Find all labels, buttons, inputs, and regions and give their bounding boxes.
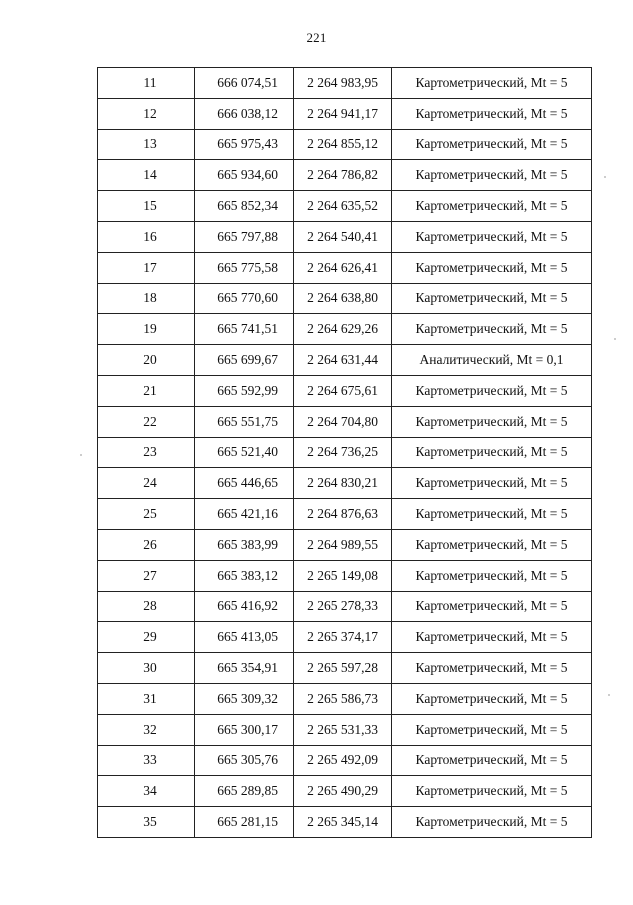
method-cell: Картометрический, Mt = 5 xyxy=(392,437,592,468)
y-coordinate-cell: 2 265 490,29 xyxy=(294,776,392,807)
point-number-cell: 18 xyxy=(98,283,195,314)
table-row xyxy=(98,714,592,745)
x-coordinate-cell: 665 309,32 xyxy=(195,683,294,714)
method-cell: Картометрический, Mt = 5 xyxy=(392,776,592,807)
table-row xyxy=(98,529,592,560)
y-coordinate-cell: 2 264 736,25 xyxy=(294,437,392,468)
x-coordinate-cell: 665 852,34 xyxy=(195,191,294,222)
table-row xyxy=(98,283,592,314)
point-number-cell: 34 xyxy=(98,776,195,807)
method-cell: Картометрический, Mt = 5 xyxy=(392,221,592,252)
x-coordinate-cell: 665 281,15 xyxy=(195,807,294,838)
point-number-cell: 19 xyxy=(98,314,195,345)
point-number-cell: 28 xyxy=(98,591,195,622)
point-number-cell: 16 xyxy=(98,221,195,252)
x-coordinate-cell: 665 934,60 xyxy=(195,160,294,191)
y-coordinate-cell: 2 264 675,61 xyxy=(294,375,392,406)
y-coordinate-cell: 2 264 540,41 xyxy=(294,221,392,252)
method-cell: Картометрический, Mt = 5 xyxy=(392,191,592,222)
table-row xyxy=(98,683,592,714)
y-coordinate-cell: 2 264 855,12 xyxy=(294,129,392,160)
y-coordinate-cell: 2 265 531,33 xyxy=(294,714,392,745)
x-coordinate-cell: 665 775,58 xyxy=(195,252,294,283)
table-row xyxy=(98,406,592,437)
x-coordinate-cell: 666 074,51 xyxy=(195,68,294,99)
table-row xyxy=(98,345,592,376)
table-row xyxy=(98,622,592,653)
method-cell: Картометрический, Mt = 5 xyxy=(392,683,592,714)
method-cell: Картометрический, Mt = 5 xyxy=(392,283,592,314)
table-row xyxy=(98,776,592,807)
x-coordinate-cell: 665 383,12 xyxy=(195,560,294,591)
table-row xyxy=(98,221,592,252)
method-cell: Аналитический, Mt = 0,1 xyxy=(392,345,592,376)
table-row xyxy=(98,437,592,468)
table-row xyxy=(98,653,592,684)
point-number-cell: 27 xyxy=(98,560,195,591)
x-coordinate-cell: 665 416,92 xyxy=(195,591,294,622)
x-coordinate-cell: 665 592,99 xyxy=(195,375,294,406)
table-row xyxy=(98,468,592,499)
coordinates-table-body xyxy=(98,68,592,838)
y-coordinate-cell: 2 264 704,80 xyxy=(294,406,392,437)
y-coordinate-cell: 2 265 597,28 xyxy=(294,653,392,684)
x-coordinate-cell: 665 797,88 xyxy=(195,221,294,252)
point-number-cell: 26 xyxy=(98,529,195,560)
y-coordinate-cell: 2 264 830,21 xyxy=(294,468,392,499)
point-number-cell: 35 xyxy=(98,807,195,838)
point-number-cell: 31 xyxy=(98,683,195,714)
y-coordinate-cell: 2 264 876,63 xyxy=(294,499,392,530)
method-cell: Картометрический, Mt = 5 xyxy=(392,160,592,191)
table-row xyxy=(98,560,592,591)
point-number-cell: 14 xyxy=(98,160,195,191)
table-row xyxy=(98,191,592,222)
point-number-cell: 33 xyxy=(98,745,195,776)
point-number-cell: 30 xyxy=(98,653,195,684)
x-coordinate-cell: 666 038,12 xyxy=(195,98,294,129)
method-cell: Картометрический, Mt = 5 xyxy=(392,468,592,499)
method-cell: Картометрический, Mt = 5 xyxy=(392,499,592,530)
table-row xyxy=(98,499,592,530)
y-coordinate-cell: 2 264 983,95 xyxy=(294,68,392,99)
point-number-cell: 32 xyxy=(98,714,195,745)
table-row xyxy=(98,591,592,622)
method-cell: Картометрический, Mt = 5 xyxy=(392,591,592,622)
table-row xyxy=(98,98,592,129)
x-coordinate-cell: 665 383,99 xyxy=(195,529,294,560)
table-row xyxy=(98,807,592,838)
scan-speck xyxy=(604,176,606,178)
point-number-cell: 25 xyxy=(98,499,195,530)
table-row xyxy=(98,160,592,191)
page-number: 221 xyxy=(306,30,327,45)
y-coordinate-cell: 2 265 586,73 xyxy=(294,683,392,714)
point-number-cell: 15 xyxy=(98,191,195,222)
point-number-cell: 22 xyxy=(98,406,195,437)
point-number-cell: 21 xyxy=(98,375,195,406)
table-row xyxy=(98,129,592,160)
method-cell: Картометрический, Mt = 5 xyxy=(392,745,592,776)
point-number-cell: 17 xyxy=(98,252,195,283)
x-coordinate-cell: 665 741,51 xyxy=(195,314,294,345)
y-coordinate-cell: 2 265 374,17 xyxy=(294,622,392,653)
scan-speck xyxy=(614,338,616,340)
y-coordinate-cell: 2 265 278,33 xyxy=(294,591,392,622)
x-coordinate-cell: 665 975,43 xyxy=(195,129,294,160)
y-coordinate-cell: 2 265 149,08 xyxy=(294,560,392,591)
method-cell: Картометрический, Mt = 5 xyxy=(392,714,592,745)
point-number-cell: 11 xyxy=(98,68,195,99)
x-coordinate-cell: 665 289,85 xyxy=(195,776,294,807)
method-cell: Картометрический, Mt = 5 xyxy=(392,314,592,345)
table-row xyxy=(98,745,592,776)
y-coordinate-cell: 2 265 492,09 xyxy=(294,745,392,776)
point-number-cell: 20 xyxy=(98,345,195,376)
method-cell: Картометрический, Mt = 5 xyxy=(392,653,592,684)
method-cell: Картометрический, Mt = 5 xyxy=(392,622,592,653)
table-row xyxy=(98,68,592,99)
method-cell: Картометрический, Mt = 5 xyxy=(392,406,592,437)
x-coordinate-cell: 665 413,05 xyxy=(195,622,294,653)
method-cell: Картометрический, Mt = 5 xyxy=(392,68,592,99)
table-row xyxy=(98,375,592,406)
table-row xyxy=(98,252,592,283)
point-number-cell: 29 xyxy=(98,622,195,653)
point-number-cell: 23 xyxy=(98,437,195,468)
x-coordinate-cell: 665 300,17 xyxy=(195,714,294,745)
method-cell: Картометрический, Mt = 5 xyxy=(392,375,592,406)
table-row xyxy=(98,314,592,345)
y-coordinate-cell: 2 264 989,55 xyxy=(294,529,392,560)
y-coordinate-cell: 2 264 786,82 xyxy=(294,160,392,191)
method-cell: Картометрический, Mt = 5 xyxy=(392,129,592,160)
method-cell: Картометрический, Mt = 5 xyxy=(392,98,592,129)
x-coordinate-cell: 665 305,76 xyxy=(195,745,294,776)
method-cell: Картометрический, Mt = 5 xyxy=(392,560,592,591)
y-coordinate-cell: 2 264 629,26 xyxy=(294,314,392,345)
scan-speck xyxy=(80,454,82,456)
method-cell: Картометрический, Mt = 5 xyxy=(392,807,592,838)
x-coordinate-cell: 665 770,60 xyxy=(195,283,294,314)
coordinates-table xyxy=(97,67,592,838)
y-coordinate-cell: 2 264 638,80 xyxy=(294,283,392,314)
y-coordinate-cell: 2 264 626,41 xyxy=(294,252,392,283)
x-coordinate-cell: 665 421,16 xyxy=(195,499,294,530)
x-coordinate-cell: 665 521,40 xyxy=(195,437,294,468)
y-coordinate-cell: 2 264 941,17 xyxy=(294,98,392,129)
x-coordinate-cell: 665 354,91 xyxy=(195,653,294,684)
method-cell: Картометрический, Mt = 5 xyxy=(392,529,592,560)
y-coordinate-cell: 2 264 635,52 xyxy=(294,191,392,222)
y-coordinate-cell: 2 264 631,44 xyxy=(294,345,392,376)
method-cell: Картометрический, Mt = 5 xyxy=(392,252,592,283)
x-coordinate-cell: 665 446,65 xyxy=(195,468,294,499)
x-coordinate-cell: 665 699,67 xyxy=(195,345,294,376)
point-number-cell: 12 xyxy=(98,98,195,129)
point-number-cell: 13 xyxy=(98,129,195,160)
y-coordinate-cell: 2 265 345,14 xyxy=(294,807,392,838)
point-number-cell: 24 xyxy=(98,468,195,499)
x-coordinate-cell: 665 551,75 xyxy=(195,406,294,437)
scan-speck xyxy=(608,694,610,696)
